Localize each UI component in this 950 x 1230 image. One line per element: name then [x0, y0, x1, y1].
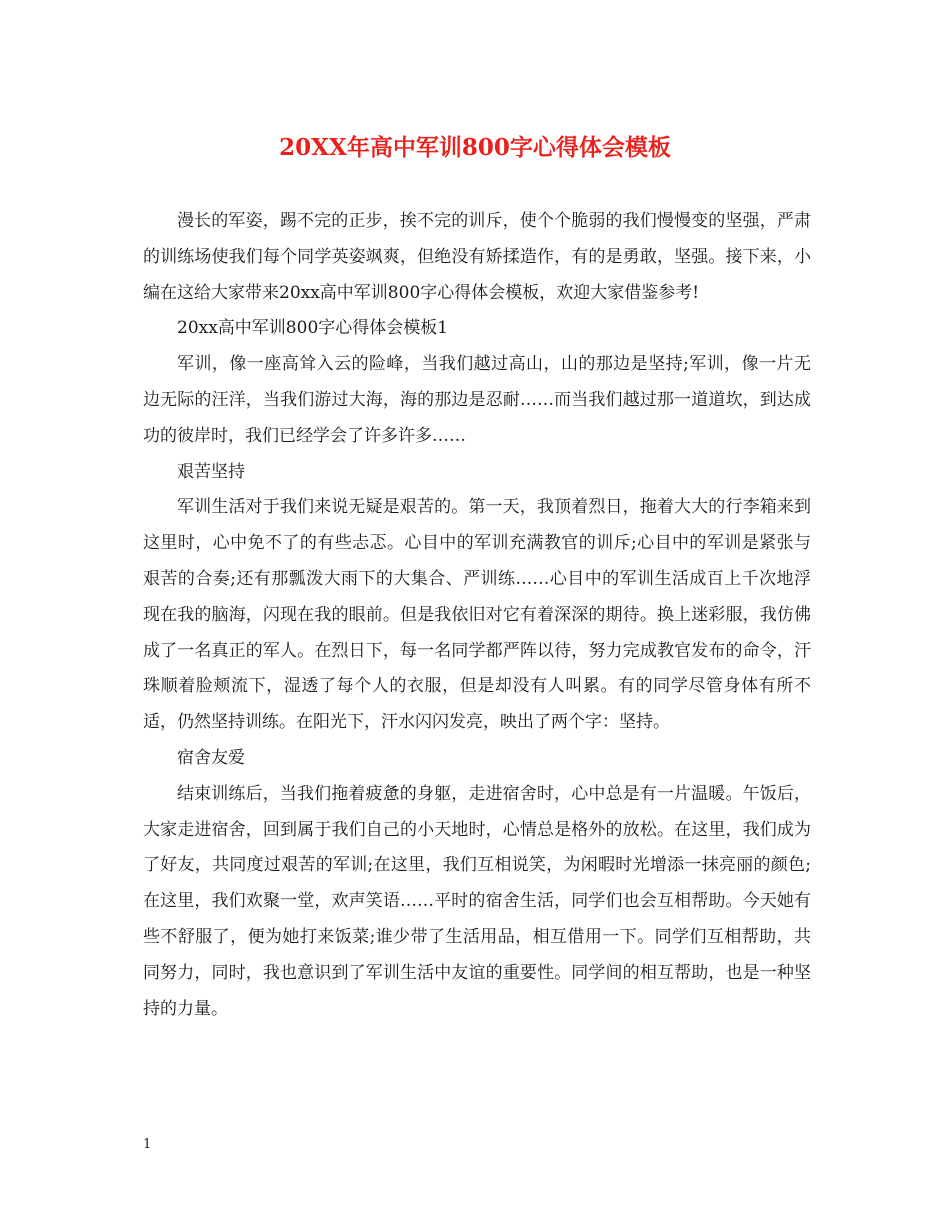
body-paragraph: 军训生活对于我们来说无疑是艰苦的。第一天，我顶着烈日，拖着大大的行李箱来到这里时，心中免不了的有些忐忑。心目中的军训充满教官的训斥;心目中的军训是紧张与艰苦的合奏;还有那瓢泼大雨下的大集合、严训练……心目中的军训生活成百上千次地浮现在我的脑海，闪现在我的眼前。但是我依旧对它有着深深的期待。换上迷彩服，我仿佛成了一名真正的军人。在烈日下，每一名同学都严阵以待，努力完成教官发布的命令，汗珠顺着脸颊流下，湿透了每个人的衣服，但是却没有人叫累。有的同学尽管身体有所不适，仍然坚持训练。在阳光下，汗水闪闪发亮，映出了两个字：坚持。: [143, 497, 811, 733]
body-paragraph: 军训，像一座高耸入云的险峰，当我们越过高山，山的那边是坚持;军训，像一片无边无际的汪洋，当我们游过大海，海的那边是忍耐……而当我们越过那一道道坎，到达成功的彼岸时，我们已经学会了许多许多……: [143, 354, 811, 446]
body-paragraph: 结束训练后，当我们拖着疲惫的身躯，走进宿舍时，心中总是有一片温暖。午饭后，大家走进宿舍，回到属于我们自己的小天地时，心情总是格外的放松。在这里，我们成为了好友，共同度过艰苦的军训;在这里，我们互相说笑，为闲暇时光增添一抹亮丽的颜色;在这里，我们欢聚一堂，欢声笑语……平时的宿舍生活，同学们也会互相帮助。今天她有些不舒服了，便为她打来饭菜;谁少带了生活用品，相互借用一下。同学们互相帮助，共同努力，同时，我也意识到了军训生活中友谊的重要性。同学间的相互帮助，也是一种坚持的力量。: [143, 783, 811, 1019]
subsection-heading-dorm: 宿舍友爱: [177, 747, 245, 768]
document-body: [143, 204, 811, 1027]
page-number: 1: [143, 1137, 152, 1152]
intro-paragraph: 漫长的军姿，踢不完的正步，挨不完的训斥，使个个脆弱的我们慢慢变的坚强，严肃的训练场使我们每个同学英姿飒爽，但绝没有矫揉造作，有的是勇敢，坚强。接下来，小编在这给大家带来20xx高中军训800字心得体会模板，欢迎大家借鉴参考!: [143, 211, 811, 303]
document-title: 20XX年高中军训800字心得体会模板: [279, 134, 671, 161]
subsection-heading-hardship: 艰苦坚持: [177, 461, 245, 482]
section-heading: 20xx高中军训800字心得体会模板1: [177, 318, 449, 339]
